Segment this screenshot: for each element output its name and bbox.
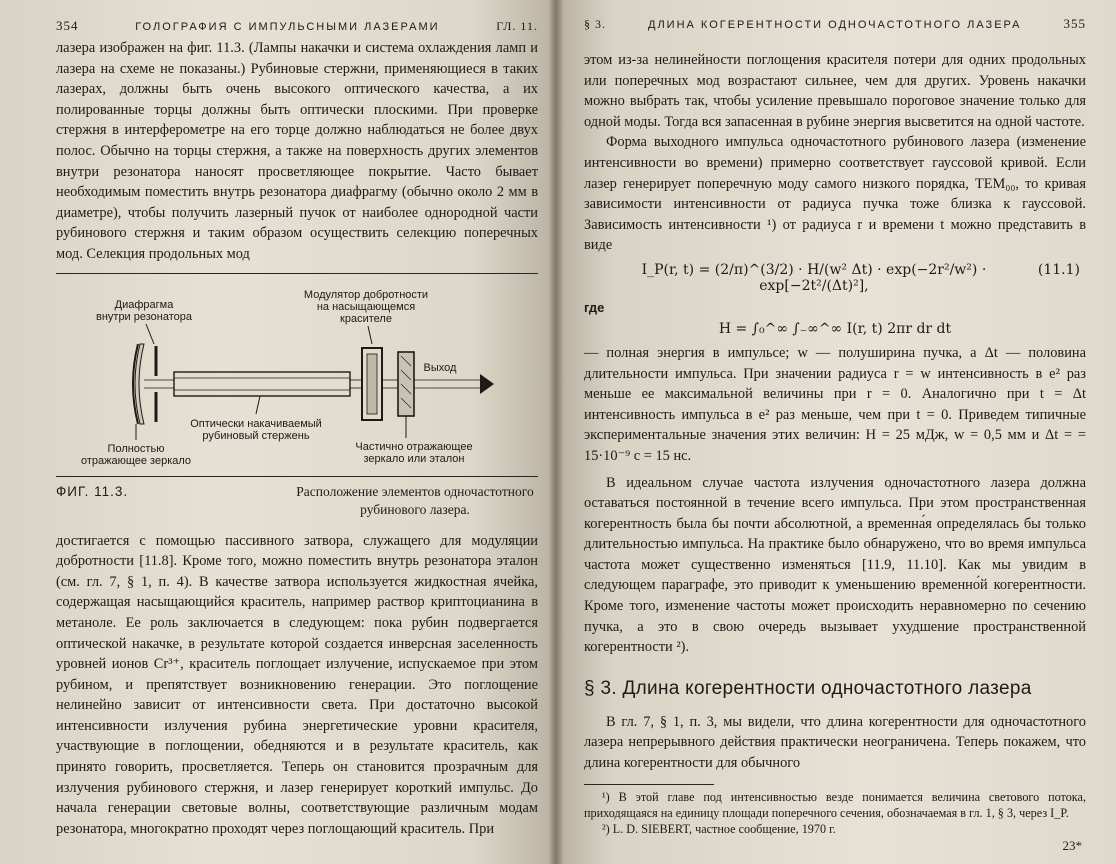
formula-number: (11.1) — [1037, 261, 1080, 278]
label-modulator-3: красителе — [340, 312, 392, 325]
left-page-number: 354 — [56, 18, 79, 33]
right-text-2 — [584, 343, 1086, 658]
right-page-number: 355 — [1063, 16, 1086, 31]
label-diaphragm-1: Диафрагма — [114, 298, 174, 311]
figure-caption-text: Расположение элементов одночастотного рубинового лазера. — [296, 483, 534, 517]
ruby-rod — [174, 372, 350, 396]
left-running-title: ГОЛОГРАФИЯ С ИМПУЛЬСНЫМИ ЛАЗЕРАМИ — [135, 21, 440, 33]
dye-cell — [367, 354, 377, 414]
output-arrow — [480, 374, 494, 394]
label-mirror-1: Полностью — [107, 442, 165, 455]
label-partial-1: Частично отражающее — [355, 440, 473, 453]
leader-modulator — [368, 326, 372, 344]
label-rod-2: рубиновый стержень — [202, 429, 310, 442]
right-paragraph-4: В идеальном случае частота излучения одночастотного лазера должна оставаться постоянной в течение всего импульса. При этом пространственная когерентность была бы почти абсолютной, а временна́я определялась бы только длительностью импульса. На практике было обнаружено, что во время импульса частота может существенно изменяться [11.9, 11.10]. Как мы увидим в следующем параграфе, это приводит к уменьшению временно́й когерентности. Кроме того, изменение частоты может происходить неравномерно по сечению пучка, а это в свою очередь вызывает ухудшение пространственной когерентности ²). — [584, 474, 1086, 656]
where-label: где — [584, 299, 605, 315]
left-page — [0, 0, 556, 864]
footnotes — [584, 789, 1086, 837]
leader-diaphragm — [146, 324, 154, 344]
right-paragraph-3: — полная энергия в импульсе; w — полуширина пучка, а Δt — половина длительности импульса. При значении радиуса r = w интенсивность в e² раз меньше ее максимальной величины при r = 0. Аналогично при t = Δt интенсивность импульса в e² раз меньше, чем при t = 0. Приведем типичные экспериментальные значения этих величин: H = 25 мДж, w = 0,5 мм и Δt = = 15·10⁻⁹ с = 15 нс. — [584, 344, 1086, 464]
right-running-head — [584, 16, 1086, 36]
footnote-rule — [584, 784, 714, 785]
section-heading: § 3. Длина когерентности одночастотного лазера — [584, 677, 1032, 699]
label-diaphragm-2: внутри резонатора — [95, 310, 193, 323]
right-paragraph-2: Форма выходного импульса одночастотного рубинового лазера (изменение интенсивности во времени) примерно соответствует гауссовой кривой. Если лазер генерирует поперечную моду самого низкого порядка, TEM₀₀, то кривая зависимости интенсивности от радиуса пучка тоже близка к гауссовой. Зависимость интенсивности ¹) от радиуса r и времени t можно представить в виде — [584, 134, 1086, 254]
right-paragraph-1: этом из-за нелинейности поглощения красителя потери для одних продольных или поперечных мод возрастают сильнее, чем для других. Уровень накачки можно выбрать так, чтобы усиление превышало пороговое значение только для одной моды. Тогда вся запасенная в рубине энергия высветится на одной частоте. — [584, 52, 1086, 130]
right-text-3 — [584, 712, 1086, 774]
left-text-top — [56, 38, 538, 265]
left-paragraph-top: лазера изображен на фиг. 11.3. (Лампы накачки и система охлаждения ламп и лазера на схеме не показаны.) Рубиновые стержни, применяющиеся в таких лазерах, должны быть очень высокого оптического качества, а их полированные торцы должны быть оптически плоскими. При проверке стержня в интерферометре на его торце должно наблюдаться не более двух полос. Обычно на торцы стержня, а также на поверхность других элементов внутри резонатора наносят просветляющее покрытие. Часто бывает необходимым поместить внутрь резонатора диафрагму (обычно около 2 мм в диаметре), чтобы получить лазерный пучок от наиболее однородной части рубинового стержня и таким образом осуществить селекцию поперечных мод. Селекция продольных мод — [56, 40, 538, 262]
formula-11-1 — [584, 262, 1086, 294]
signature-mark: 23* — [1062, 838, 1082, 853]
right-running-title: ДЛИНА КОГЕРЕНТНОСТИ ОДНОЧАСТОТНОГО ЛАЗЕРА — [648, 19, 1022, 31]
label-output: Выход — [423, 361, 457, 374]
figure-bottom-rule — [56, 476, 538, 477]
laser-diagram — [56, 274, 538, 474]
label-modulator-1: Модулятор добротности — [303, 288, 429, 301]
left-text-bottom — [56, 531, 538, 840]
partial-mirror — [398, 352, 414, 416]
left-running-head — [56, 18, 538, 38]
left-chapter-ref: ГЛ. 11. — [496, 19, 538, 33]
right-section-ref: § 3. — [584, 17, 606, 31]
right-text — [584, 50, 1086, 256]
footnote-1: ¹) В этой главе под интенсивностью везде понимается величина светового потока, приходящаяся на единицу площади поперечного сечения, обозначаемая в гл. 1, § 3, через I_P. — [584, 789, 1086, 820]
left-paragraph-bottom: достигается с помощью пассивного затвора, служащего для модуляции добротности [11.8]. Кроме того, можно поместить внутрь резонатора эталон (см. гл. 7, § 1, п. 4). В качестве затвора используется жидкостная ячейка, содержащая насыщающийся краситель, например раствор криптоцианина в метаноле. Ее роль заключается в следующем: пока рубин подвергается оптической накачке, в результате которой создается инверсная заселенность уровней ионов Cr³⁺, краситель поглощает излучение, испускаемое при этом рубином, и препятствует возникновению генерации. Это поглощение нелинейно зависит от интенсивности света. При достаточно высокой интенсивности излучения рубина энергетические уровни красителя, участвующие в поглощении, обедняются и в результате краситель, как принято говорить, просветляется. Теперь он становится прозрачным для излучения рубинового стержня, и лазер генерирует короткий импульс. До начала генерации световые волны, соответствующие различным модам резонатора, многократно проходят через поглощающий краситель. При — [56, 532, 538, 837]
label-modulator-2: на насыщающемся — [316, 300, 416, 313]
figure-11-3 — [56, 274, 538, 474]
label-rod-1: Оптически накачиваемый — [190, 417, 322, 430]
leader-rod — [256, 396, 260, 414]
book-gutter — [548, 0, 564, 864]
figure-caption-number: ФИГ. 11.3. — [56, 483, 129, 499]
right-page — [556, 0, 1116, 864]
figure-caption — [56, 483, 538, 519]
label-mirror-2: отражающее зеркало — [80, 454, 192, 467]
formula-main: I_P(r, t) = (2/π)^(3/2) · H/(w² Δt) · exp(−2r²/w²) · exp[−2t²/(Δt)²], — [641, 261, 987, 294]
right-paragraph-5: В гл. 7, § 1, п. 3, мы видели, что длина когерентности для одночастотного лазера непрерывного действия практически неограничена. Теперь покажем, что длина когерентности для обычного — [584, 713, 1086, 772]
formula-H: H = ∫₀^∞ ∫₋∞^∞ I(r, t) 2πr dr dt — [718, 320, 952, 337]
label-partial-2: зеркало или эталон — [363, 452, 465, 465]
footnote-2: ²) L. D. SIEBERT, частное сообщение, 1970 г. — [602, 821, 836, 836]
